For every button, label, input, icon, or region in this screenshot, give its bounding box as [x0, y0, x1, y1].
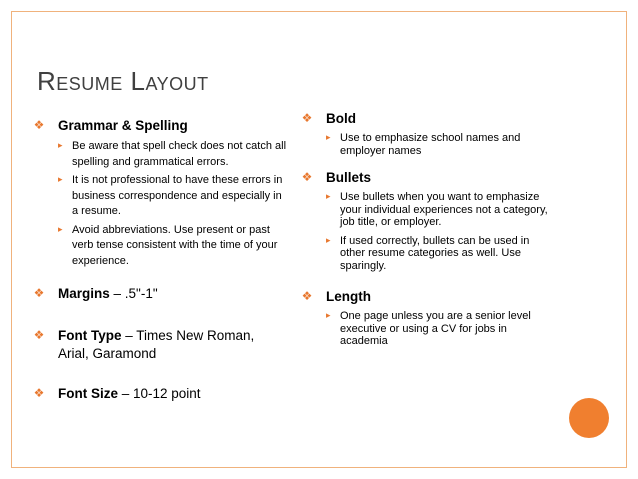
sub-list	[58, 139, 288, 269]
item-heading: Margins	[58, 286, 110, 301]
sub-item: ▸ Use bullets when you want to emphasize your individual experiences not a category, job title, or employer.	[326, 191, 548, 228]
slide-title: Resume Layout	[37, 66, 209, 96]
bullet-item-font-type: ❖ Font Type – Times New Roman, Arial, Garamond	[33, 328, 255, 361]
sub-item: ▸ Use to emphasize school names and employer names	[326, 132, 521, 157]
sub-list	[326, 132, 556, 157]
main-bullet-icon: ❖	[301, 111, 313, 125]
bullet-item-grammar	[33, 117, 288, 269]
main-bullet-icon: ❖	[33, 386, 45, 400]
sub-bullet-icon: ▸	[326, 235, 331, 246]
main-bullet-icon: ❖	[301, 289, 313, 303]
main-bullet-icon: ❖	[301, 170, 313, 184]
bullet-item-length	[301, 288, 556, 348]
main-bullet-icon: ❖	[33, 286, 45, 300]
item-heading: Font Size	[58, 386, 118, 401]
sub-list	[326, 310, 556, 348]
left-column	[33, 117, 288, 403]
main-bullet-icon: ❖	[33, 328, 45, 342]
sub-item: ▸ Avoid abbreviations. Use present or past verb tense consistent with the time of your experience.	[58, 223, 278, 267]
bullet-item-font-size: ❖ Font Size – 10-12 point	[33, 386, 201, 401]
sub-item: ▸ It is not professional to have these errors in business correspondence and especially in a resume.	[58, 174, 283, 217]
right-column	[301, 110, 556, 354]
sub-bullet-icon: ▸	[326, 133, 331, 143]
sub-bullet-icon: ▸	[326, 311, 331, 321]
item-heading: Font Type	[58, 328, 122, 343]
sub-item: ▸ If used correctly, bullets can be used in other resume categories as well. Use sparingly.	[326, 234, 530, 272]
item-heading: Grammar & Spelling	[58, 118, 188, 133]
sub-item: ▸ Be aware that spell check does not catch all spelling and grammatical errors.	[58, 140, 287, 168]
sub-bullet-icon: ▸	[58, 175, 63, 185]
sub-bullet-icon: ▸	[58, 224, 63, 235]
item-heading: Bullets	[326, 170, 372, 185]
sub-bullet-icon: ▸	[326, 192, 331, 202]
item-heading: Bold	[326, 111, 356, 126]
bullet-item-bullets	[301, 169, 556, 272]
item-heading: Length	[326, 289, 371, 304]
sub-list	[326, 191, 556, 272]
bullet-item-bold	[301, 110, 556, 157]
bullet-item-margins: ❖ Margins – .5"-1"	[33, 286, 158, 301]
sub-item: ▸ One page unless you are a senior level executive or using a CV for jobs in academia	[326, 310, 531, 347]
decorative-circle	[569, 398, 609, 438]
sub-bullet-icon: ▸	[58, 141, 63, 151]
main-bullet-icon: ❖	[33, 118, 45, 132]
